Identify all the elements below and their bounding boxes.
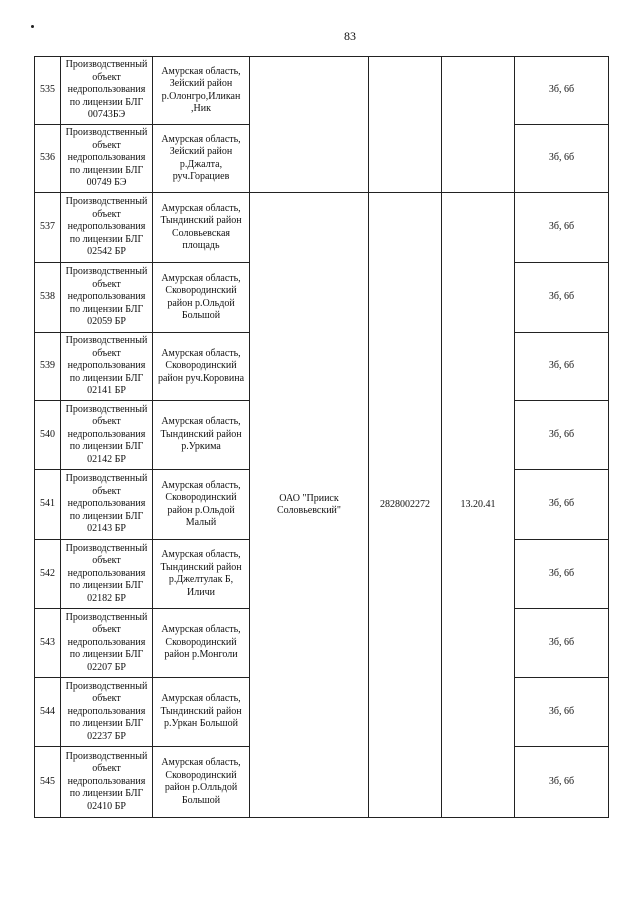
- page-number: 83: [344, 29, 356, 43]
- hazard-class-code: 3б, 6б: [515, 747, 609, 818]
- table-row: [35, 57, 609, 125]
- hazard-class-code: 3б, 6б: [515, 609, 609, 678]
- row-number: 535: [35, 57, 61, 125]
- object-name: Производственный объект недропользования по лицензии БЛГ 02207 БР: [61, 609, 153, 678]
- organization-inn: 2828002272: [369, 193, 442, 818]
- row-number: 544: [35, 678, 61, 747]
- hazard-class-code: 3б, 6б: [515, 401, 609, 470]
- row-number: 537: [35, 193, 61, 263]
- object-location: Амурская область, Сковородинский район руч.Коровина: [153, 333, 250, 401]
- row-number: 541: [35, 470, 61, 540]
- object-name: Производственный объект недропользования по лицензии БЛГ 02410 БР: [61, 747, 153, 818]
- inn-cell-empty: [369, 57, 442, 193]
- okved-cell-empty: [442, 57, 515, 193]
- row-number: 539: [35, 333, 61, 401]
- object-name: Производственный объект недропользования по лицензии БЛГ 02143 БР: [61, 470, 153, 540]
- object-name: Производственный объект недропользования по лицензии БЛГ 02141 БР: [61, 333, 153, 401]
- hazard-class-code: 3б, 6б: [515, 470, 609, 540]
- row-number: 538: [35, 263, 61, 333]
- row-number: 545: [35, 747, 61, 818]
- object-location: Амурская область, Тындинский район р.Уркан Большой: [153, 678, 250, 747]
- hazard-class-code: 3б, 6б: [515, 125, 609, 193]
- hazard-class-code: 3б, 6б: [515, 57, 609, 125]
- hazard-class-code: 3б, 6б: [515, 193, 609, 263]
- object-location: Амурская область, Сковородинский район р.Ольдой Малый: [153, 470, 250, 540]
- organization-okved: 13.20.41: [442, 193, 515, 818]
- hazard-class-code: 3б, 6б: [515, 678, 609, 747]
- object-name: Производственный объект недропользования по лицензии БЛГ 02182 БР: [61, 540, 153, 609]
- scan-speck: [31, 25, 34, 28]
- license-register-table: [34, 56, 609, 818]
- object-name: Производственный объект недропользования по лицензии БЛГ 02542 БР: [61, 193, 153, 263]
- object-name: Производственный объект недропользования по лицензии БЛГ 02059 БР: [61, 263, 153, 333]
- row-number: 536: [35, 125, 61, 193]
- org-cell-empty: [250, 57, 369, 193]
- object-location: Амурская область, Тындинский район р.Джелтулак Б, Иличи: [153, 540, 250, 609]
- table-row: [35, 193, 609, 263]
- object-location: Амурская область, Тындинский район Соловьевская площадь: [153, 193, 250, 263]
- object-name: Производственный объект недропользования по лицензии БЛГ 02237 БР: [61, 678, 153, 747]
- object-location: Амурская область, Сковородинский район р.Монголи: [153, 609, 250, 678]
- row-number: 540: [35, 401, 61, 470]
- object-location: Амурская область, Зейский район р.Олонгро,Иликан ,Ник: [153, 57, 250, 125]
- hazard-class-code: 3б, 6б: [515, 263, 609, 333]
- row-number: 542: [35, 540, 61, 609]
- object-location: Амурская область, Сковородинский район р.Ольдой Большой: [153, 263, 250, 333]
- object-name: Производственный объект недропользования по лицензии БЛГ 00743БЭ: [61, 57, 153, 125]
- object-location: Амурская область, Тындинский район р.Уркима: [153, 401, 250, 470]
- row-number: 543: [35, 609, 61, 678]
- object-name: Производственный объект недропользования по лицензии БЛГ 02142 БР: [61, 401, 153, 470]
- object-location: Амурская область, Зейский район р.Джалта, руч.Горациев: [153, 125, 250, 193]
- hazard-class-code: 3б, 6б: [515, 333, 609, 401]
- organization-name: ОАО "Прииск Соловьевский": [250, 193, 369, 818]
- object-name: Производственный объект недропользования по лицензии БЛГ 00749 БЭ: [61, 125, 153, 193]
- object-location: Амурская область, Сковородинский район р.Олльдой Большой: [153, 747, 250, 818]
- hazard-class-code: 3б, 6б: [515, 540, 609, 609]
